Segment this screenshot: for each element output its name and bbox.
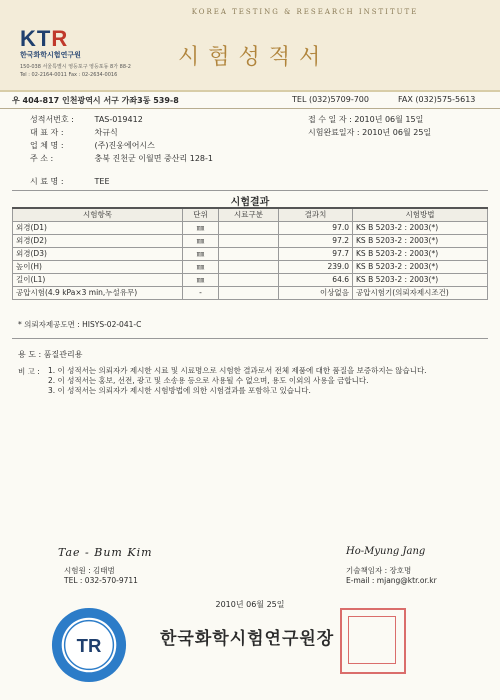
document-title: 시험성적서 [178, 45, 330, 70]
table-row [13, 248, 488, 261]
completed-date-label: 시험완료일자 : [308, 128, 360, 137]
branch-tel: TEL (032)5709-700 [292, 95, 369, 104]
column-header-item: 시험항목 [13, 208, 183, 222]
row-unit: ㎜ [183, 261, 219, 274]
seal-inner-border [348, 616, 396, 664]
row-item: 외경(D2) [13, 235, 183, 248]
institute-address-line1: 150-038 서울특별시 영등포구 영등포동 8가 88-2 [20, 64, 131, 70]
row-method: 공압시험기(의뢰자제시조건) [353, 287, 488, 300]
company-address-value: 충북 진천군 이월면 중산리 128-1 [94, 154, 213, 163]
results-header-row [13, 208, 488, 222]
company-label: 업 체 명 : [30, 141, 64, 150]
notes-list [48, 366, 427, 396]
completed-date-value: 2010년 06월 25일 [362, 128, 432, 137]
cert-number-label: 성적서번호 : [30, 115, 74, 124]
row-sample-class [219, 248, 279, 261]
row-unit: ㎜ [183, 222, 219, 235]
company-row [30, 140, 155, 151]
row-method: KS B 5203-2 : 2003(*) [353, 261, 488, 274]
row-unit: ㎜ [183, 274, 219, 287]
branch-fax: FAX (032)575-5613 [398, 95, 476, 104]
row-unit: - [183, 287, 219, 300]
row-sample-class [219, 287, 279, 300]
issue-date: 2010년 06월 25일 [215, 600, 285, 609]
results-title: 시험결과 [230, 197, 270, 208]
drawing-footnote: * 의뢰자제공도면 : HISYS-02-041-C [18, 320, 142, 329]
row-item: 공압시험(4.9 kPa×3 min,누설유무) [13, 287, 183, 300]
table-row [13, 274, 488, 287]
row-result: 239.0 [279, 261, 353, 274]
table-row [13, 261, 488, 274]
technical-manager-email: E-mail : mjang@ktr.or.kr [346, 576, 437, 585]
received-date-label: 접 수 일 자 : [308, 115, 352, 124]
representative-label: 대 표 자 : [30, 128, 64, 137]
sample-label: 시 료 명 : [30, 177, 64, 186]
sample-row [30, 176, 110, 187]
cert-number-value: TAS-019412 [94, 115, 143, 124]
ktr-emblem-icon [50, 606, 128, 684]
column-header-sample-class: 시료구분 [219, 208, 279, 222]
received-date-value: 2010년 06월 15일 [354, 115, 424, 124]
representative-row [30, 127, 118, 138]
row-item: 외경(D3) [13, 248, 183, 261]
technical-manager-name: 기술책임자 : 장호명 [346, 566, 412, 575]
row-unit: ㎜ [183, 248, 219, 261]
column-header-result: 결과치 [279, 208, 353, 222]
row-sample-class [219, 222, 279, 235]
results-table [12, 207, 488, 300]
row-result: 97.0 [279, 222, 353, 235]
branch-address: 우 404-817 인천광역시 서구 가좌3동 539-8 [12, 96, 179, 105]
tester-signature: Tae - Bum Kim [58, 546, 153, 559]
president-title: 한국화학시험연구원장 [160, 629, 335, 649]
column-header-unit: 단위 [183, 208, 219, 222]
row-method: KS B 5203-2 : 2003(*) [353, 274, 488, 287]
technical-manager-info [346, 566, 437, 586]
column-header-method: 시험방법 [353, 208, 488, 222]
institute-name-korean: 한국화학시험연구원 [20, 51, 81, 59]
logo-text-main: KT [20, 26, 52, 51]
table-row [13, 287, 488, 300]
note-item: 2. 이 성적서는 홍보, 선전, 광고 및 소송용 등으로 사용될 수 없으며, 용도 이외의 사용을 금합니다. [48, 376, 369, 385]
svg-text:TR: TR [76, 634, 102, 656]
row-result: 97.7 [279, 248, 353, 261]
note-item: 3. 이 성적서는 의뢰자가 제시한 시험방법에 의한 시험결과를 포함하고 있습니다. [48, 386, 311, 395]
row-item: 높이(H) [13, 261, 183, 274]
results-top-rule [12, 190, 488, 191]
tester-info [64, 566, 138, 586]
row-result: 97.2 [279, 235, 353, 248]
row-result: 64.6 [279, 274, 353, 287]
usage-line: 용 도 : 품질관리용 [18, 350, 83, 359]
row-sample-class [219, 261, 279, 274]
row-sample-class [219, 235, 279, 248]
company-value: (주)진웅에어시스 [94, 141, 155, 150]
ktr-logo [20, 26, 68, 52]
row-result: 이상없음 [279, 287, 353, 300]
row-item: 길이(L1) [13, 274, 183, 287]
sample-value: TEE [94, 177, 110, 186]
row-method: KS B 5203-2 : 2003(*) [353, 248, 488, 261]
table-row [13, 235, 488, 248]
tester-name: 시험원 : 김태범 [64, 566, 115, 575]
row-unit: ㎜ [183, 235, 219, 248]
representative-value: 차규식 [94, 128, 118, 137]
institute-contact-line: Tel : 02-2164-0011 Fax : 02-2634-0016 [20, 72, 118, 78]
company-address-label: 주 소 : [30, 154, 54, 163]
official-seal-icon [340, 608, 406, 674]
received-date-row [308, 114, 423, 125]
logo-text-r: R [51, 26, 69, 51]
cert-number-row [30, 114, 143, 125]
company-address-row [30, 153, 213, 164]
institute-address [20, 63, 131, 79]
row-method: KS B 5203-2 : 2003(*) [353, 222, 488, 235]
tester-tel: TEL : 032-570-9711 [64, 576, 138, 585]
technical-manager-signature: Ho-Myung Jang [346, 546, 426, 557]
notes-top-rule [12, 338, 488, 339]
table-row [13, 222, 488, 235]
notes-label: 비 고 : [18, 367, 40, 376]
completed-date-row [308, 127, 431, 138]
row-method: KS B 5203-2 : 2003(*) [353, 235, 488, 248]
row-sample-class [219, 274, 279, 287]
note-item: 1. 이 성적서는 의뢰자가 제시한 시료 및 시료명으로 시험한 결과로서 전체 제품에 대한 품질을 보증하지는 않습니다. [48, 366, 427, 375]
institute-name-english: KOREA TESTING & RESEARCH INSTITUTE [191, 8, 419, 16]
row-item: 외경(D1) [13, 222, 183, 235]
